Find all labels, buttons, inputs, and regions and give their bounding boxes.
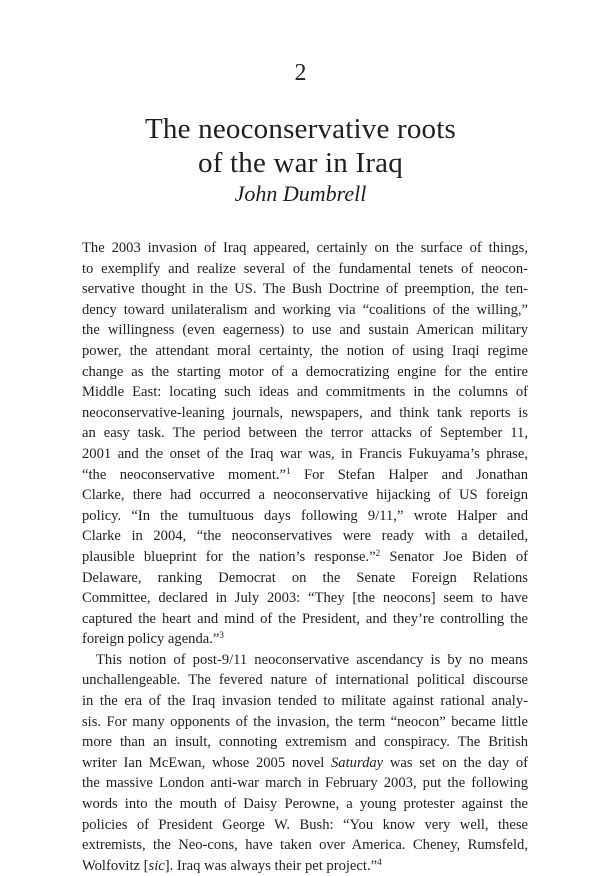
text-line: servative thought in the US. The Bush Doctrine of preemption, the ten- [82, 281, 528, 298]
text-line: words into the mouth of Daisy Perowne, a young protester against the [82, 796, 528, 813]
chapter-title-line: of the war in Iraq [198, 147, 403, 179]
text-line: Middle East: locating such ideas and commitments in the columns of [82, 384, 528, 401]
text-line: unchallengeable. The fevered nature of international political discourse [82, 672, 528, 689]
text-line: captured the heart and mind of the President, and they’re controlling the [82, 610, 528, 627]
text-line: Clarke, there had occurred a neoconservative hijacking of US foreign [82, 487, 528, 504]
chapter-title-line: The neoconservative roots [144, 113, 456, 145]
text-line: sis. For many opponents of the invasion, the term “neocon” became little [82, 713, 528, 730]
text-line: writer Ian McEwan, whose 2005 novel Saturday was set on the day of [82, 754, 528, 771]
text-line: the massive London anti-war march in February 2003, put the following [82, 775, 528, 792]
text-line: in the era of the Iraq invasion tended to militate against rational analy- [82, 693, 528, 710]
text-line: more than an insult, connoting extremism and conspiracy. The British [82, 734, 528, 751]
text-line: Committee, declared in July 2003: “They [the neocons] seem to have [82, 590, 528, 607]
text-line: dency toward unilateralism and working via “coalitions of the willing,” [82, 301, 528, 318]
text-line: power, the attendant moral certainty, the notion of using Iraqi regime [82, 342, 528, 359]
author-name: John Dumbrell [234, 181, 367, 206]
text-line: 2001 and the onset of the Iraq war was, in Francis Fukuyama’s phrase, [82, 445, 528, 462]
text-line: policy. “In the tumultuous days following 9/11,” wrote Halper and [82, 507, 528, 524]
text-line: This notion of post-9/11 neoconservative ascendancy is by no means [96, 651, 528, 668]
text-line: “the neoconservative moment.”$^1$ For Stefan Halper and Jonathan [82, 465, 529, 483]
chapter-title [0, 112, 601, 180]
text-line: Wolfovitz [sic]. Iraq was always their pet project.”$^4$ [82, 856, 382, 874]
text-line: foreign policy agenda.”$^3$ [82, 630, 224, 648]
body-text [82, 238, 528, 876]
text-line: Delaware, ranking Democrat on the Senate Foreign Relations [82, 569, 528, 586]
chapter-number: 2 [294, 60, 307, 86]
text-line: the willingness (even eagerness) to use and sustain American military [82, 322, 528, 339]
text-line: neoconservative-leaning journals, newspapers, and think tank reports is [82, 404, 528, 421]
text-line: Clarke in 2004, “the neoconservatives were ready with a detailed, [82, 528, 528, 545]
text-line: to exemplify and realize several of the fundamental tenets of neocon- [82, 260, 528, 277]
text-line: change as the starting motor of a democratizing engine for the entire [82, 363, 528, 380]
text-line: The 2003 invasion of Iraq appeared, certainly on the surface of things, [82, 240, 528, 256]
text-line: extremists, the Neo-cons, have taken over America. Cheney, Rumsfeld, [82, 837, 528, 854]
text-line: policies of President George W. Bush: “You know very well, these [82, 816, 528, 833]
text-line: plausible blueprint for the nation’s response.”$^2$ Senator Joe Biden of [82, 547, 528, 565]
text-line: an easy task. The period between the terror attacks of September 11, [82, 425, 528, 442]
